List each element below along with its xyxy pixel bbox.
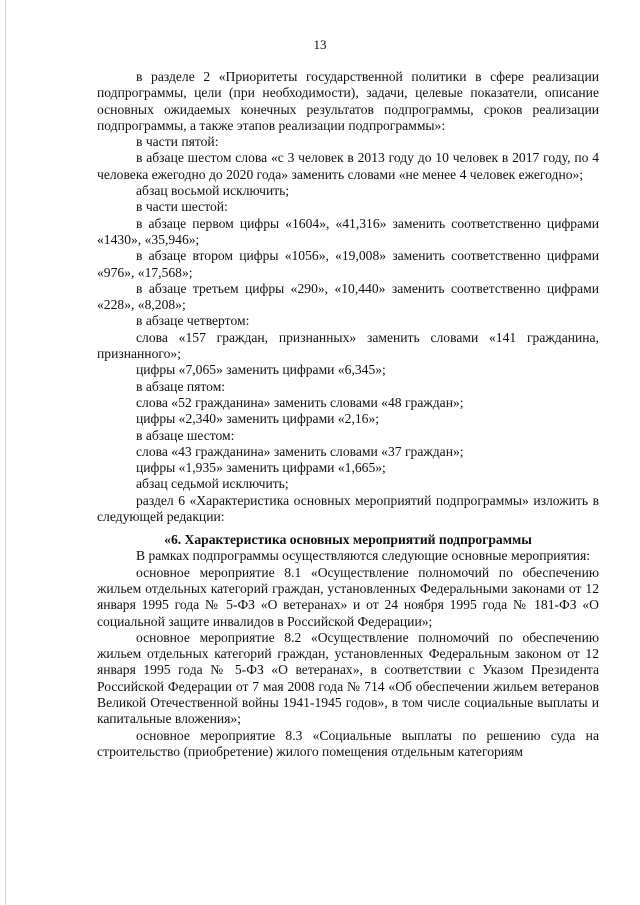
paragraph: в абзаце четвертом: [136,313,250,329]
paragraph: в абзаце третьем цифры «290», «10,440» заменить соответственно цифрами «228», «8,208»; [97,280,599,313]
section-paragraph: основное мероприятие 8.3 «Социальные выплаты по решению суда на строительство (приобретение) жилого помещения отдельным категориям [97,727,599,759]
paragraph: в абзаце шестом слова «с 3 человек в 2013 году до 10 человек в 2017 году, по 4 человека ежегодно до 2020 года» заменить словами «не менее 4 человек ежегодно»; [97,150,599,182]
section-paragraph: основное мероприятие 8.2 «Осуществление полномочий по обеспечению жильем отдельных категорий граждан, установленных Федеральным законом от 12 января 1995 года № 5-ФЗ «О ветеранах», в соответствии с Указом Президента Российской Федерации от 7 мая 2008 года № 714 «Об обеспечении жильем ветеранов Великой Отечественной войны 1941-1945 годов», в том числе социальные выплаты и капитальные вложения»; [97,629,599,727]
paragraph: в части шестой: [136,199,228,215]
paragraph: цифры «1,935» заменить цифрами «1,665»; [136,460,386,476]
paragraph: слова «157 граждан, признанных» заменить словами «141 гражданина, признанного»; [97,329,599,362]
paragraph: в абзаце втором цифры «1056», «19,008» заменить соответственно цифрами «976», «17,568»; [97,248,599,280]
paragraph: в абзаце первом цифры «1604», «41,316» заменить соответственно цифрами «1430», «35,946»; [97,215,599,247]
paragraph: раздел 6 «Характеристика основных мероприятий подпрограммы» изложить в следующей редакции: [97,492,599,525]
paragraph: в абзаце шестом: [136,427,235,443]
paragraph: в разделе 2 «Приоритеты государственной политики в сфере реализации подпрограммы, цели (при необходимости), задачи, целевые показатели, описание основных ожидаемых конечных результатов подпрограммы, сроков реализации подпрограммы, а также этапов реализации подпрограммы»: [97,69,599,133]
section-paragraph: В рамках подпрограммы осуществляются следующие основные мероприятия: [136,548,591,564]
document-body [97,69,599,760]
section-title: «6. Характеристика основных мероприятий подпрограммы [164,532,532,548]
section-paragraph: основное мероприятие 8.1 «Осуществление полномочий по обеспечению жильем отдельных категорий граждан, установленных Федеральными законами от 12 января 1995 года № 5-ФЗ «О ветеранах» и от 24 ноября 1995 года № 181-ФЗ «О социальной защите инвалидов в Российской Федерации»; [97,564,599,629]
paragraph: абзац седьмой исключить; [136,476,289,492]
page-number: 13 [313,37,327,52]
paragraph: цифры «2,340» заменить цифрами «2,16»; [136,411,380,427]
scan-edge-line [5,0,6,905]
paragraph: абзац восьмой исключить; [136,183,290,199]
paragraph: цифры «7,065» заменить цифрами «6,345»; [136,362,386,378]
paragraph: в абзаце пятом: [136,378,226,394]
paragraph: слова «43 гражданина» заменить словами «37 граждан»; [136,443,464,459]
paragraph: в части пятой: [136,134,219,150]
paragraph: слова «52 гражданина» заменить словами «48 граждан»; [136,394,464,410]
